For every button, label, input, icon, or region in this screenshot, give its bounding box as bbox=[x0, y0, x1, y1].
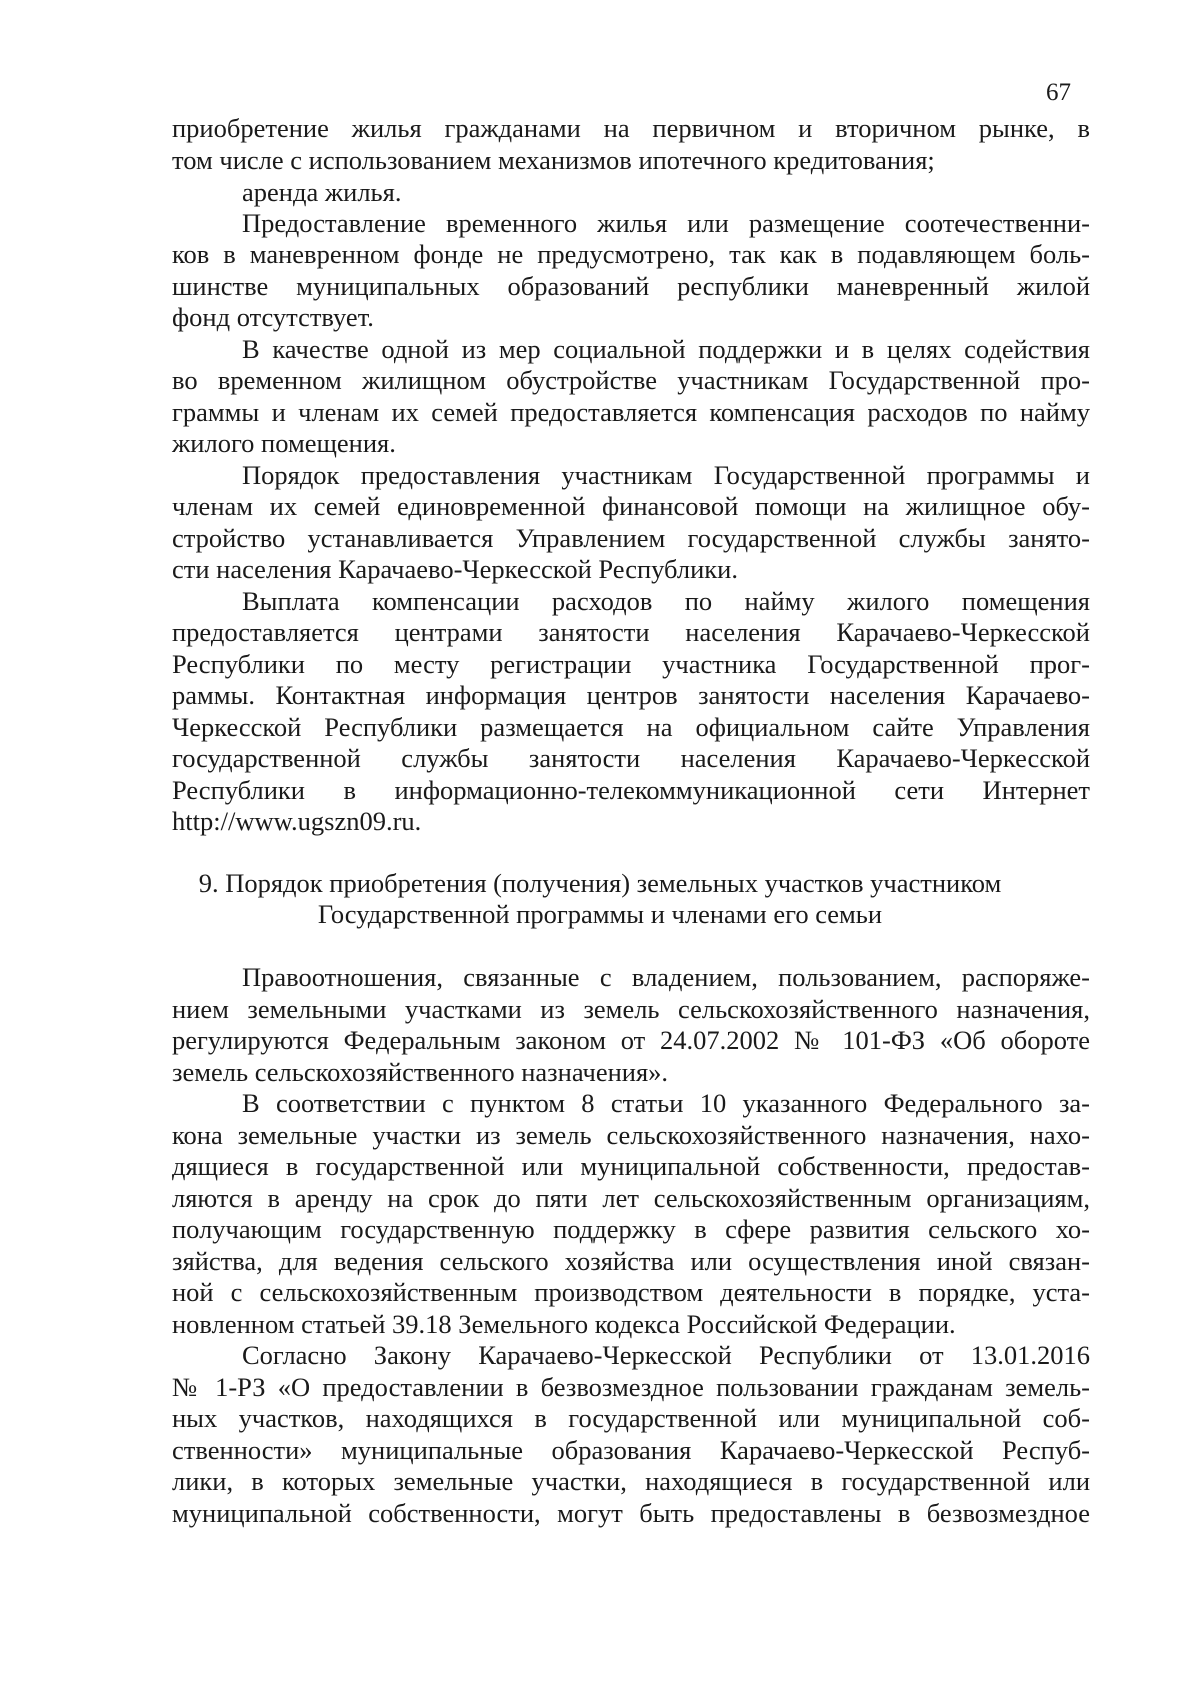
text-line: аренда жилья. bbox=[242, 177, 402, 207]
text-line: Выплата компенсации расходов по найму жилого помещения bbox=[242, 586, 1090, 616]
text-line: приобретение жилья гражданами на первичном и вторичном рынке, в bbox=[172, 113, 1090, 143]
text-line: Согласно Закону Карачаево-Черкесской Республики от 13.01.2016 bbox=[242, 1340, 1090, 1370]
text-line: раммы. Контактная информация центров занятости населения Карачаево- bbox=[172, 680, 1090, 710]
text-line: фонд отсутствует. bbox=[172, 302, 374, 332]
text-line: http://www.ugszn09.ru. bbox=[172, 806, 422, 836]
text-line: ственности» муниципальные образования Карачаево-Черкесской Респуб- bbox=[172, 1435, 1090, 1465]
text-line: ных участков, находящихся в государственной или муниципальной соб- bbox=[172, 1403, 1090, 1433]
text-line: лики, в которых земельные участки, находящиеся в государственной или bbox=[172, 1466, 1090, 1496]
text-line: зяйства, для ведения сельского хозяйства или осуществления иной связан- bbox=[172, 1246, 1090, 1276]
text-line: дящиеся в государственной или муниципальной собственности, предостав- bbox=[172, 1151, 1090, 1181]
text-line: сти населения Карачаево-Черкесской Республики. bbox=[172, 554, 738, 584]
page-number: 67 bbox=[1046, 79, 1071, 106]
text-line: Порядок предоставления участникам Государственной программы и bbox=[242, 460, 1090, 490]
text-line: Предоставление временного жилья или размещение соотечественни- bbox=[242, 208, 1090, 238]
text-line: кона земельные участки из земель сельскохозяйственного назначения, нахо- bbox=[172, 1120, 1090, 1150]
section-heading: Государственной программы и членами его семьи bbox=[317, 899, 883, 929]
text-line: В качестве одной из мер социальной поддержки и в целях содействия bbox=[242, 334, 1090, 364]
text-line: земель сельскохозяйственного назначения». bbox=[172, 1057, 669, 1087]
text-line: ков в маневренном фонде не предусмотрено, так как в подавляющем боль- bbox=[172, 239, 1090, 269]
text-line: регулируются Федеральным законом от 24.07.2002 № 101-ФЗ «Об обороте bbox=[172, 1025, 1090, 1055]
text-line: ной с сельскохозяйственным производством деятельности в порядке, уста- bbox=[172, 1277, 1090, 1307]
text-line: членам их семей единовременной финансовой помощи на жилищное обу- bbox=[172, 491, 1090, 521]
text-line: В соответствии с пунктом 8 статьи 10 указанного Федерального за- bbox=[242, 1088, 1090, 1118]
text-line: нием земельными участками из земель сельскохозяйственного назначения, bbox=[172, 994, 1090, 1024]
text-line: № 1-РЗ «О предоставлении в безвозмездное пользовании гражданам земель- bbox=[172, 1372, 1090, 1402]
section-heading: 9. Порядок приобретения (получения) земельных участков участником bbox=[198, 868, 1002, 898]
text-line: предоставляется центрами занятости населения Карачаево-Черкесской bbox=[172, 617, 1090, 647]
text-line: жилого помещения. bbox=[172, 428, 396, 458]
text-line: Правоотношения, связанные с владением, пользованием, распоряже- bbox=[242, 962, 1090, 992]
text-line: стройство устанавливается Управлением государственной службы занято- bbox=[172, 523, 1090, 553]
text-line: получающим государственную поддержку в сфере развития сельского хо- bbox=[172, 1214, 1090, 1244]
text-line: граммы и членам их семей предоставляется компенсация расходов по найму bbox=[172, 397, 1090, 427]
text-line: шинстве муниципальных образований республики маневренный жилой bbox=[172, 271, 1090, 301]
text-line: во временном жилищном обустройстве участникам Государственной про- bbox=[172, 365, 1090, 395]
text-line: том числе с использованием механизмов ипотечного кредитования; bbox=[172, 145, 935, 175]
text-line: Черкесской Республики размещается на официальном сайте Управления bbox=[172, 712, 1090, 742]
text-line: Республики по месту регистрации участника Государственной прог- bbox=[172, 649, 1090, 679]
text-line: ляются в аренду на срок до пяти лет сельскохозяйственным организациям, bbox=[172, 1183, 1090, 1213]
text-line: новленном статьей 39.18 Земельного кодекса Российской Федерации. bbox=[172, 1309, 956, 1339]
text-line: Республики в информационно-телекоммуникационной сети Интернет bbox=[172, 775, 1090, 805]
text-line: муниципальной собственности, могут быть предоставлены в безвозмездное bbox=[172, 1498, 1090, 1528]
text-line: государственной службы занятости населения Карачаево-Черкесской bbox=[172, 743, 1090, 773]
